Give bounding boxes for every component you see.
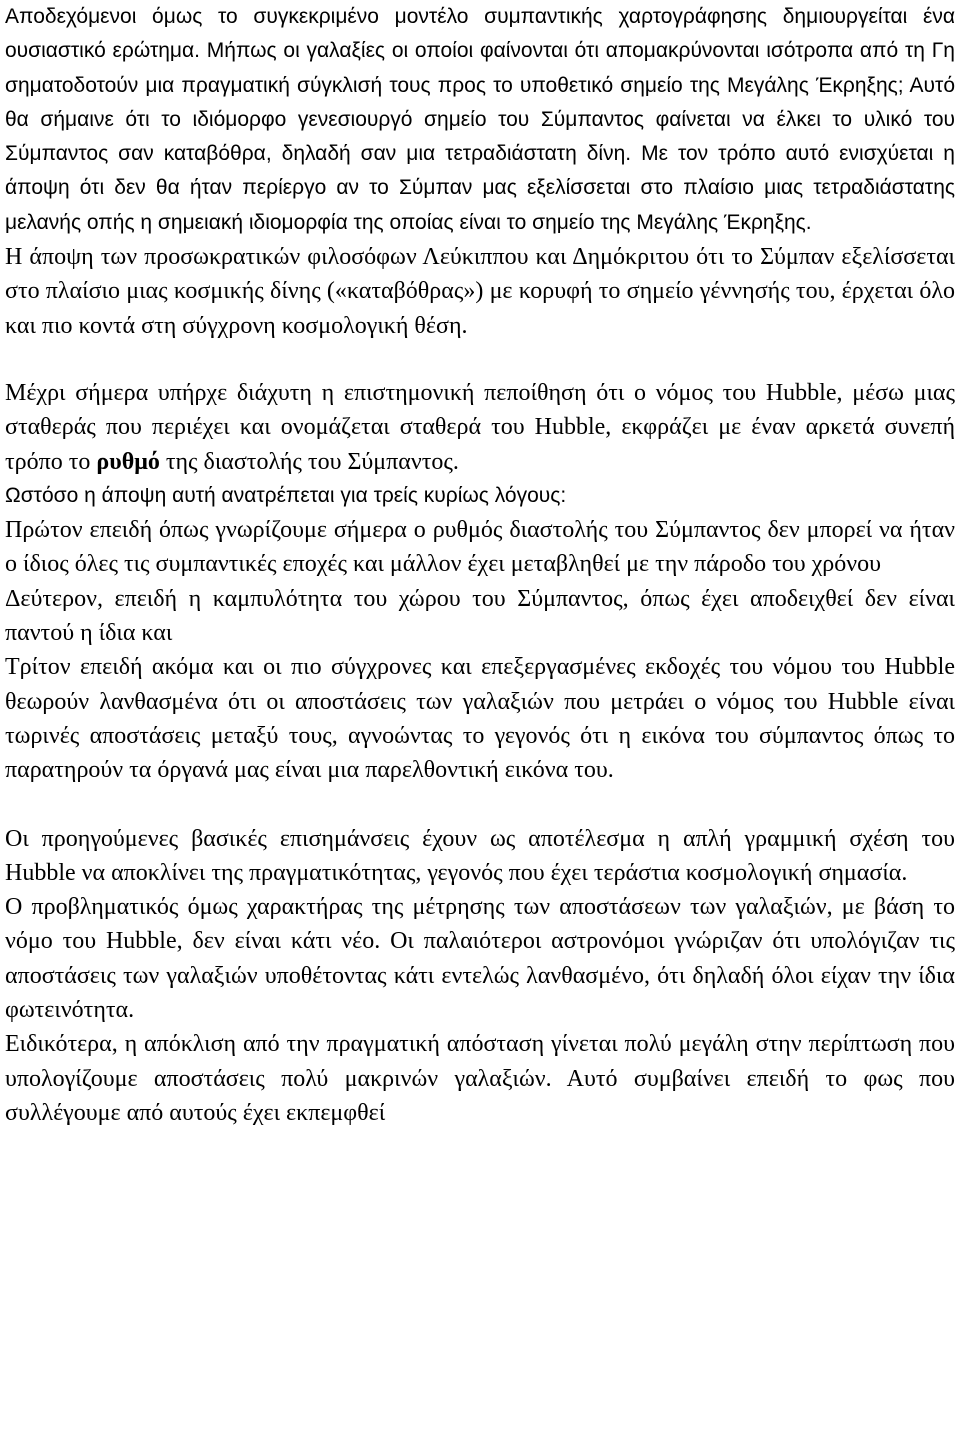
paragraph-presocratic-view: Η άποψη των προσωκρατικών φιλοσόφων Λεύκιππου και Δημόκριτου ότι το Σύμπαν εξελίσσεται στο πλαίσιο μιας κοσμικής δίνης («καταβόθρας») με κορυφή το σημείο γέννησής του, έρχεται όλο και πιο κοντά στη σύγχρονη κοσμολογική θέση. [5,244,955,339]
document-page [5,0,955,1130]
paragraph-reason-three: Τρίτον επειδή ακόμα και οι πιο σύγχρονες και επεξεργασμένες εκδοχές του νόμου του Hubble θεωρούν λανθασμένα ότι οι αποστάσεις των γαλαξιών που μετράει ο νόμος του Hubble είναι τωρινές αποστάσεις μεταξύ τους, αγνοώντας το γεγονός ότι η εικόνα του σύμπαντος όπως το παρατηρούν τα όργανά μας είναι μια παρελθοντική εικόνα του. [5,654,955,784]
paragraph-hubble-law [5,376,955,479]
paragraph-big-bang-vortex: Αποδεχόμενοι όμως το συγκεκριμένο μοντέλο συμπαντικής χαρτογράφησης δημιουργείται ένα ουσιαστικό ερώτημα. Μήπως οι γαλαξίες οι οποίοι φαίνονται ότι απομακρύνονται ισότροπα από τη Γη σηματοδοτούν μια πραγματική σύγκλισή τους προς το υποθετικό σημείο της Μεγάλης Έκρηξης; Αυτό θα σήμαινε ότι το ιδιόμορφο γενεσιουργό σημείο του Σύμπαντος φαίνεται να έλκει το υλικό του Σύμπαντος σαν καταβόθρα, δηλαδή σαν μια τετραδιάστατη δίνη. Με τον τρόπο αυτό ενισχύεται η άποψη ότι δεν θα ήταν περίεργο αν το Σύμπαν μας εξελίσσεται στο πλαίσιο μιας τετραδιάστατης μελανής οπής η σημειακή ιδιομορφία της οποίας είναι το σημείο της Μεγάλης Έκρηξης. [5,5,955,234]
paragraph-distant-galaxies: Ειδικότερα, η απόκλιση από την πραγματική απόσταση γίνεται πολύ μεγάλη στην περίπτωση που υπολογίζουμε αποστάσεις πολύ μακρινών γαλαξιών. Αυτό συμβαίνει επειδή το φως που συλλέγουμε από αυτούς έχει εκπεμφθεί [5,1031,955,1126]
hubble-law-text-start: Μέχρι σήμερα υπήρχε διάχυτη η επιστημονική πεποίθηση ότι ο νόμος του Hubble, μέσω μιας σταθεράς που περιέχει και ονομάζεται σταθερά του Hubble, εκφράζει με έναν αρκετά συνεπή τρόπο το [5,379,955,475]
paragraph-distance-problem: Ο προβληματικός όμως χαρακτήρας της μέτρησης των αποστάσεων των γαλαξιών, με βάση το νόμο του Hubble, δεν είναι κάτι νέο. Οι παλαιότεροι αστρονόμοι γνώριζαν ότι υπολόγιζαν τις αποστάσεις των γαλαξιών υποθέτοντας κάτι εντελώς λανθασμένο, ότι δηλαδή όλοι είχαν την ίδια φωτεινότητα. [5,894,955,1024]
paragraph-consequence: Οι προηγούμενες βασικές επισημάνσεις έχουν ως αποτέλεσμα η απλή γραμμική σχέση του Hubble να αποκλίνει της πραγματικότητας, γεγονός που έχει τεράστια κοσμολογική σημασία. [5,825,955,886]
hubble-law-text-end: της διαστολής του Σύμπαντος. [159,448,459,475]
paragraph-reason-one: Πρώτον επειδή όπως γνωρίζουμε σήμερα ο ρυθμός διαστολής του Σύμπαντος δεν μπορεί να ήταν ο ίδιος όλες τις συμπαντικές εποχές και μάλλον έχει μεταβληθεί με την πάροδο του χρόνου [5,517,955,578]
paragraph-reason-two: Δεύτερον, επειδή η καμπυλότητα του χώρου του Σύμπαντος, όπως έχει αποδειχθεί δεν είναι παντού η ίδια και [5,585,955,647]
paragraph-three-reasons-intro: Ωστόσο η άποψη αυτή ανατρέπεται για τρείς κυρίως λόγους: [5,483,567,507]
hubble-law-emphasis: ρυθμό [96,448,160,475]
